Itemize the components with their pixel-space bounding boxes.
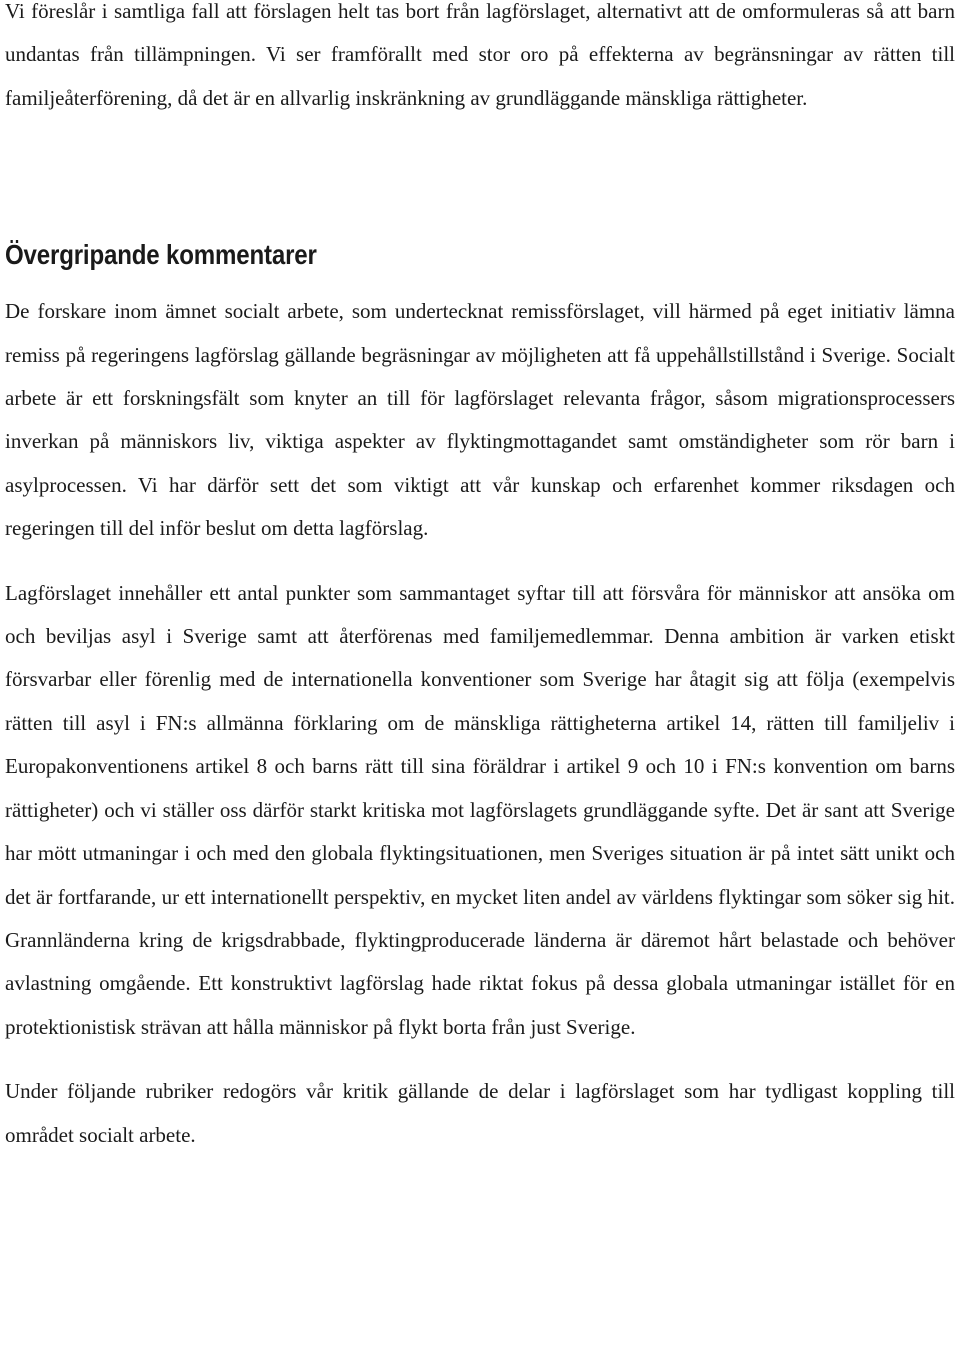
paragraph-critique: Lagförslaget innehåller ett antal punkter som sammantaget syftar till att försvåra för människor att ansöka om och beviljas asyl i Sverige samt att återförenas med familjemedlemmar. Denna ambition är varken etiskt försvarbar eller förenlig med de internationella konventioner som Sverige har åtagit sig att följa (exempelvis rätten till asyl i FN:s allmänna förklaring om de mänskliga rättigheterna artikel 14, rätten till familjeliv i Europakonventionens artikel 8 och barns rätt till sina föräldrar i artikel 9 och 10 i FN:s konvention om barns rättigheter) och vi ställer oss därför starkt kritiska mot lagförslagets grundläggande syfte. Det är sant att Sverige har mött utmaningar i och med den globala flyktingsituationen, men Sveriges situation är på intet sätt unikt och det är fortfarande, ur ett internationellt perspektiv, en mycket liten andel av världens flyktingar som söker sig hit. Grannländerna kring de krigsdrabbade, flyktingproducerade länderna är däremot hårt belastade och behöver avlastning omgående. Ett konstruktivt lagförslag hade riktat fokus på dessa globala utmaningar istället för en protektionistisk strävan att hålla människor på flykt borta från just Sverige.	[5, 580, 955, 1039]
paragraph-outline: Under följande rubriker redogörs vår kritik gällande de delar i lagförslaget som har tydligast koppling till området socialt arbete.	[5, 1079, 955, 1147]
paragraph-research-intro: De forskare inom ämnet socialt arbete, som undertecknat remissförslaget, vill härmed på eget initiativ lämna remiss på regeringens lagförslag gällande begräsningar av möjligheten att få uppehållstillstånd i Sverige. Socialt arbete är ett forskningsfält som knyter an till för lagförslaget relevanta frågor, såsom migrationsprocessers inverkan på människors liv, viktiga aspekter av flyktingmottagandet samt omständigheter som rör barn i asylprocessen. Vi har därför sett det som viktigt att vår kunskap och erfarenhet kommer riksdagen och regeringen till del inför beslut om detta lagförslag.	[5, 299, 955, 541]
intro-paragraph: Vi föreslår i samtliga fall att förslagen helt tas bort från lagförslaget, alternativt att de omformuleras så att barn undantas från tillämpningen. Vi ser framförallt med stor oro på effekterna av begränsningar av rätten till familjeåterförening, då det är en allvarlig inskränkning av grundläggande mänskliga rättigheter.	[5, 0, 955, 110]
document-page	[5, 0, 955, 1157]
paragraph-gap	[5, 551, 955, 572]
section-heading: Övergripande kommentarer	[5, 239, 317, 271]
paragraph-gap	[5, 1049, 955, 1070]
